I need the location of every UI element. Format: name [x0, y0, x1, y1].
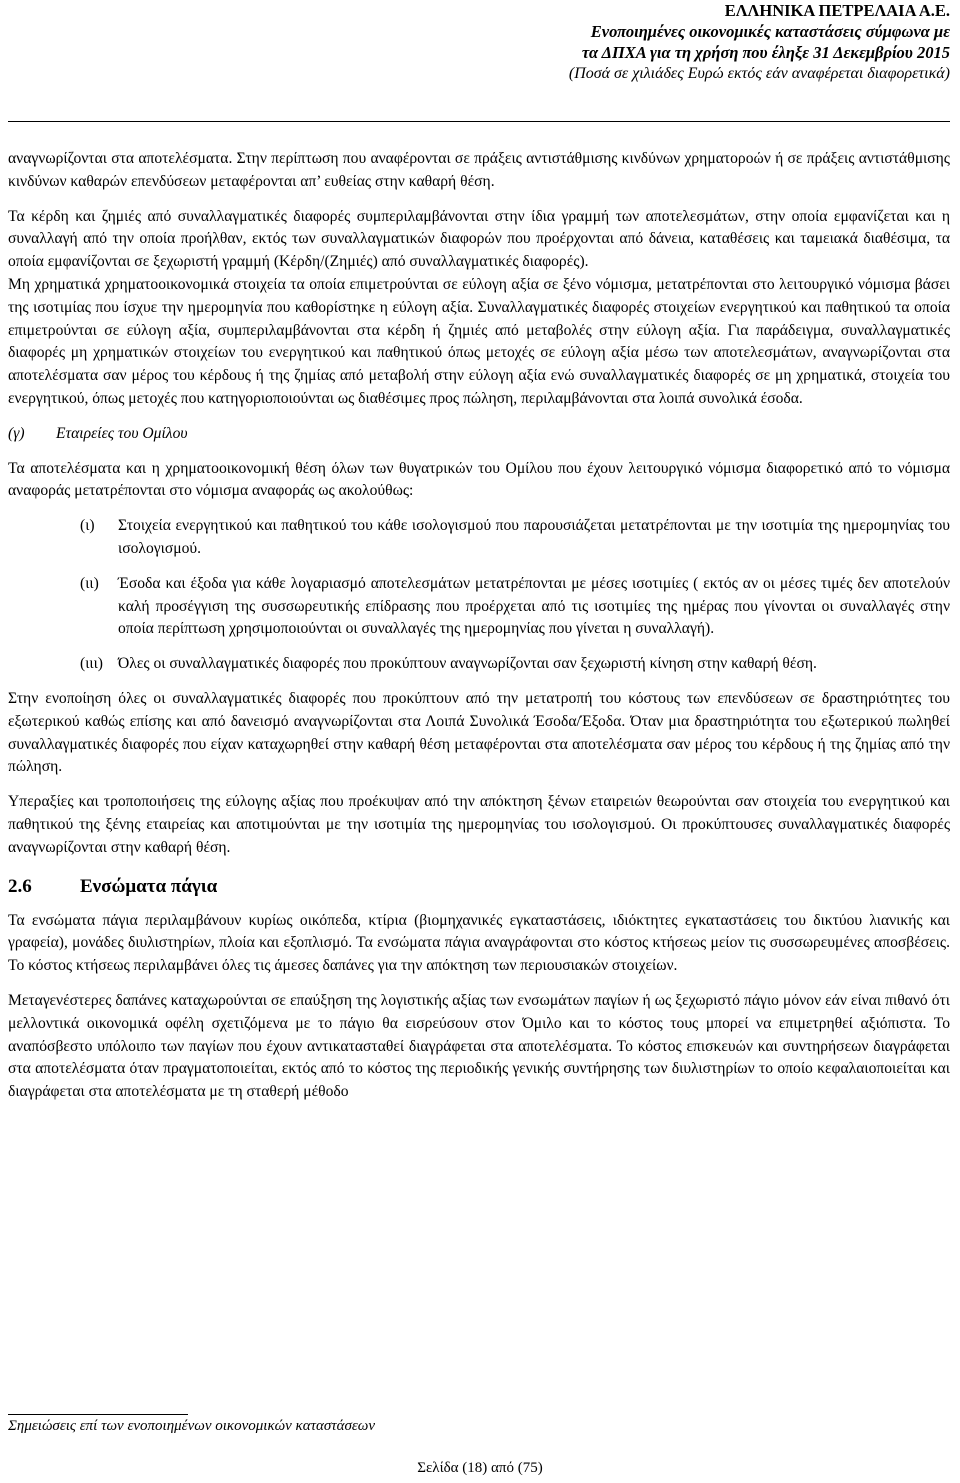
page-number: Σελίδα (18) από (75): [417, 1460, 543, 1476]
paragraph: αναγνωρίζονται στα αποτελέσματα. Στην περίπτωση που αναφέρονται σε πράξεις αντιστάθμισης κινδύνων χρηματοροών ή σε πράξεις αντιστάθμισης κινδύνων καθαρών επενδύσεων μεταφέρονται απ’ ευθείας στην καθαρή θέση.: [8, 150, 950, 190]
subsection-title: Εταιρείες του Ομίλου: [56, 424, 188, 442]
section-title: Ενσώματα πάγια: [80, 875, 218, 897]
list-item-text: Όλες οι συναλλαγματικές διαφορές που προκύπτουν αναγνωρίζονται σαν ξεχωριστή κίνηση στην καθαρή θέση.: [118, 655, 817, 673]
section-heading: [8, 874, 950, 900]
section-number: 2.6: [8, 875, 32, 897]
paragraph: Τα αποτελέσματα και η χρηματοοικονομική θέση όλων των θυγατρικών του Ομίλου που έχουν λειτουργικό νόμισμα διαφορετικό από το νόμισμα αναφοράς μετατρέπονται στο νόμισμα αναφοράς ως ακολούθως:: [8, 459, 950, 500]
list-item-label: (ιι): [80, 574, 99, 592]
list-item: [8, 573, 950, 641]
subsection-heading: [8, 423, 950, 446]
footer-note: Σημειώσεις επί των ενοποιημένων οικονομικών καταστάσεων: [8, 1418, 376, 1434]
list-item-text: Στοιχεία ενεργητικού και παθητικού του κάθε ισολογισμού που παρουσιάζεται μετατρέπονται με την ισοτιμία της ημερομηνίας του ισολογισμού.: [118, 517, 950, 557]
page-header: [350, 0, 950, 84]
paragraph: Στην ενοποίηση όλες οι συναλλαγματικές διαφορές που προκύπτουν από την μετατροπή του κόστους των επενδύσεων σε δραστηριότητες του εξωτερικού καθώς επίσης και από δανεισμό αναγνωρίζονται στα Λοιπά Συνολικά Έσοδα/Έξοδα. Όταν μια δραστηριότητα του εξωτερικού πωληθεί συναλλαγματικές διαφορές που είχαν καταχωρηθεί στην καθαρή θέση μεταφέρονται στα αποτελέσματα σαν μέρος του κέρδους ή της ζημίας από την πώληση.: [8, 689, 950, 776]
header-period: τα ΔΠΧΑ για τη χρήση που έληξε 31 Δεκεμβρίου 2015: [581, 43, 950, 62]
header-rule: [8, 121, 950, 122]
list-item-text: Έσοδα και έξοδα για κάθε λογαριασμό αποτελεσμάτων μετατρέπονται με μέσες ισοτιμίες ( εκτός αν οι μέσες τιμές δεν αποτελούν καλή προσέγγιση της συσσωρευτικής επίδρασης που προέρχεται από τις ισοτιμίες της ημέρας που γίνονται οι συναλλαγές στην οποία περίπτωση χρησιμοποιούνται οι συναλλαγές της ημερομηνίας που γίνεται η συναλλαγή).: [118, 574, 950, 638]
paragraph: Τα ενσώματα πάγια περιλαμβάνουν κυρίως οικόπεδα, κτίρια (βιομηχανικές εγκαταστάσεις, ιδιόκτητες εγκαταστάσεις του δικτύου λιανικής και γραφεία), μονάδες διυλιστηρίων, πλοία και εξοπλισμό. Τα ενσώματα πάγια αναγράφονται στο κόστος κτήσεως μείον τις συσσωρευμένες αποσβέσεις. Το κόστος κτήσεως περιλαμβάνει όλες τις άμεσες δαπάνες για την απόκτηση των περιουσιακών στοιχείων.: [8, 911, 950, 975]
list-item: [8, 653, 950, 676]
list-item-label: (ιιι): [80, 655, 103, 673]
list-item-label: (ι): [80, 517, 95, 535]
header-subtitle: Ενοποιημένες οικονομικές καταστάσεις σύμφωνα με: [590, 22, 950, 41]
header-currency-note: (Ποσά σε χιλιάδες Ευρώ εκτός εάν αναφέρεται διαφορετικά): [568, 65, 950, 82]
footer-rule: [8, 1414, 188, 1415]
paragraph: Τα κέρδη και ζημιές από συναλλαγματικές διαφορές συμπεριλαμβάνονται στην ίδια γραμμή των αποτελεσμάτων, στην οποία εμφανίζεται και η συναλλαγή από την οποία προήλθαν, εκτός των συναλλαγματικών διαφορών που προέρχονται από δάνεια, καταθέσεις και ταμειακά διαθέσιμα, τα οποία εμφανίζονται σε ξεχωριστή γραμμή (Κέρδη/(Ζημιές) από συναλλαγματικές διαφορές).: [8, 207, 950, 271]
subsection-number: (γ): [8, 424, 25, 442]
paragraph: Υπεραξίες και τροποποιήσεις της εύλογης αξίας που προέκυψαν από την απόκτηση ξένων εταιρειών θεωρούνται σαν στοιχεία του ενεργητικού και παθητικού της ξένης εταιρείας και αποτιμούνται με την ισοτιμία της ημερομηνίας του ισολογισμού. Οι προκύπτουσες συναλλαγματικές διαφορές αναγνωρίζονται στην καθαρή θέση.: [8, 793, 950, 856]
paragraph: Μη χρηματικά χρηματοοικονομικά στοιχεία τα οποία επιμετρούνται σε εύλογη αξία σε ξένο νόμισμα, μετατρέπονται στο λειτουργικό νόμισμα βάσει της ισοτιμίας που ίσχυε την ημερομηνία που καθορίστηκε η εύλογη αξία. Συναλλαγματικές διαφορές στοιχείων ενεργητικού και παθητικού τα οποία επιμετρούνται σε εύλογη αξία, συμπεριλαμβάνονται στα κέρδη ή ζημιές από μεταβολές στην εύλογη αξία. Για παράδειγμα, συναλλαγματικές διαφορές μη χρηματικών στοιχείων του ενεργητικού και παθητικού όπως μετοχές σε εύλογη αξία μέσω των αποτελεσμάτων, αναγνωρίζονται στα αποτελέσματα σαν μέρος του κέρδους ή της ζημίας από μεταβολή στην εύλογη αξία ενώ συναλλαγματικές διαφορές σε μη χρηματικά, στοιχεία του ενεργητικού, όπως μετοχές που κατηγοριοποιούνται ως διαθέσιμες προς πώληση, περιλαμβάνονται στα λοιπά συνολικά έσοδα.: [8, 275, 950, 407]
paragraph: Μεταγενέστερες δαπάνες καταχωρούνται σε επαύξηση της λογιστικής αξίας των ενσωμάτων παγίων ή ως ξεχωριστό πάγιο μόνον εάν είναι πιθανό ότι μελλοντικά οικονομικά οφέλη σχετιζόμενα με το πάγιο θα εισρεύσουν στον Όμιλο και το κόστος τους μπορεί να επιμετρηθεί αξιόπιστα. Το αναπόσβεστο υπόλοιπο των παγίων που έχουν αντικατασταθεί διαγράφεται στα αποτελέσματα. Το κόστος επισκευών και συντηρήσεων διαγράφεται στα αποτελέσματα όταν πραγματοποιείται, εκτός από το κόστος της περιοδικής γενικής συντήρησης των διυλιστηρίων το οποίο κεφαλαιοποιείται και διαγράφεται στα αποτελέσματα με τη σταθερή μέθοδο: [8, 991, 950, 1101]
document-body: [8, 148, 950, 1104]
list-item: [8, 515, 950, 561]
company-name: ΕΛΛΗΝΙΚΑ ΠΕΤΡΕΛΑΙΑ Α.Ε.: [724, 1, 950, 20]
